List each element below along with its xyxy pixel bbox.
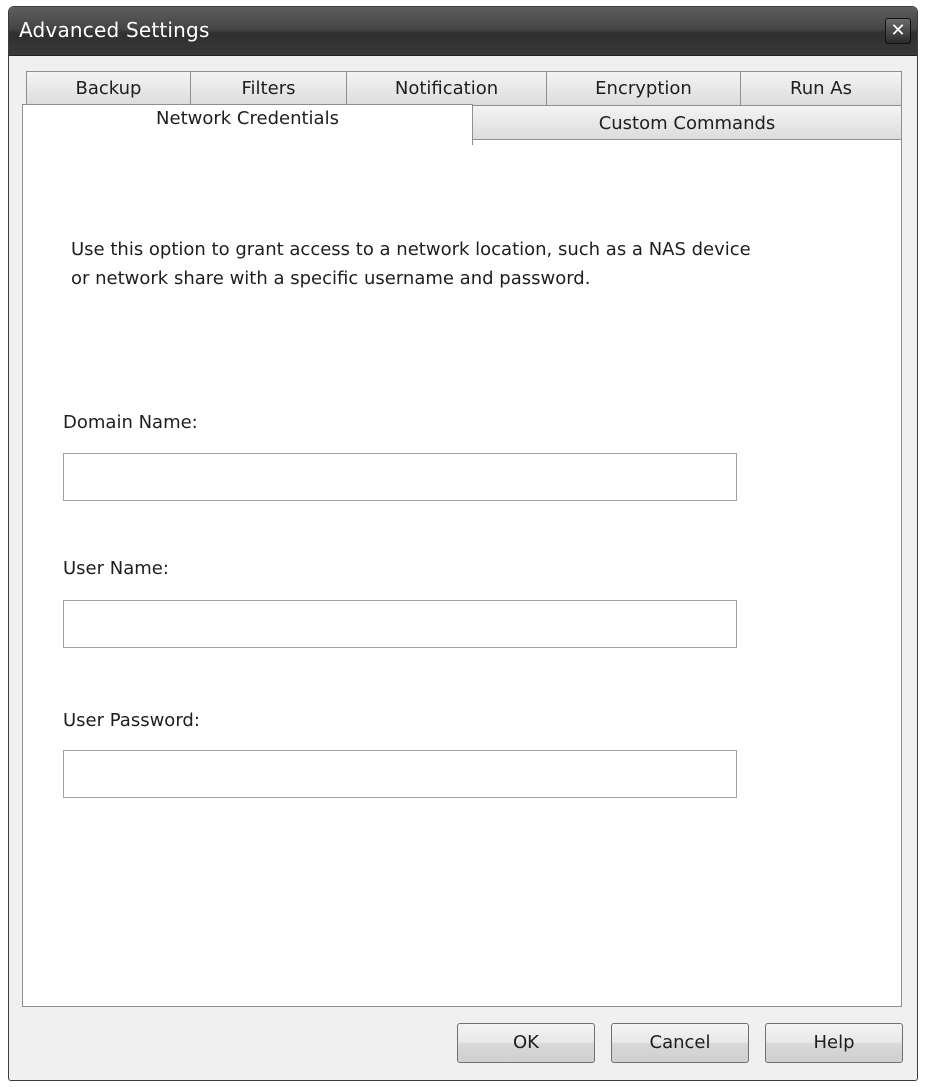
- domain-name-label: Domain Name:: [63, 412, 198, 433]
- tab-label: Run As: [790, 78, 852, 99]
- tab-label: Filters: [241, 78, 296, 99]
- user-name-input[interactable]: [63, 600, 737, 648]
- window-title: Advanced Settings: [19, 18, 210, 42]
- close-button[interactable]: [885, 18, 911, 44]
- tab-label: Notification: [394, 78, 499, 99]
- tab-notification[interactable]: [346, 71, 547, 105]
- tab-custom-commands[interactable]: [472, 105, 902, 140]
- tab-filters[interactable]: [190, 71, 347, 105]
- tab-run-as[interactable]: [740, 71, 902, 105]
- close-icon: ✕: [890, 20, 906, 41]
- tab-label: Encryption: [595, 78, 692, 99]
- panel-description: Use this option to grant access to a network location, such as a NAS device or network share with a specific username and password.: [71, 239, 751, 289]
- user-password-label: User Password:: [63, 710, 200, 731]
- tab-label: Network Credentials: [156, 108, 339, 129]
- title-bar: [9, 7, 917, 56]
- cancel-button[interactable]: Cancel: [611, 1023, 749, 1063]
- network-credentials-panel: [22, 139, 902, 1007]
- advanced-settings-dialog: [8, 6, 918, 1081]
- domain-name-input[interactable]: [63, 453, 737, 501]
- tab-backup[interactable]: [26, 71, 191, 105]
- tab-network-credentials[interactable]: [22, 104, 473, 145]
- tab-label: Custom Commands: [598, 113, 776, 134]
- ok-button[interactable]: OK: [457, 1023, 595, 1063]
- user-name-label: User Name:: [63, 558, 169, 579]
- help-button[interactable]: Help: [765, 1023, 903, 1063]
- user-password-input[interactable]: [63, 750, 737, 798]
- tab-label: Backup: [75, 78, 142, 99]
- tab-encryption[interactable]: [546, 71, 741, 105]
